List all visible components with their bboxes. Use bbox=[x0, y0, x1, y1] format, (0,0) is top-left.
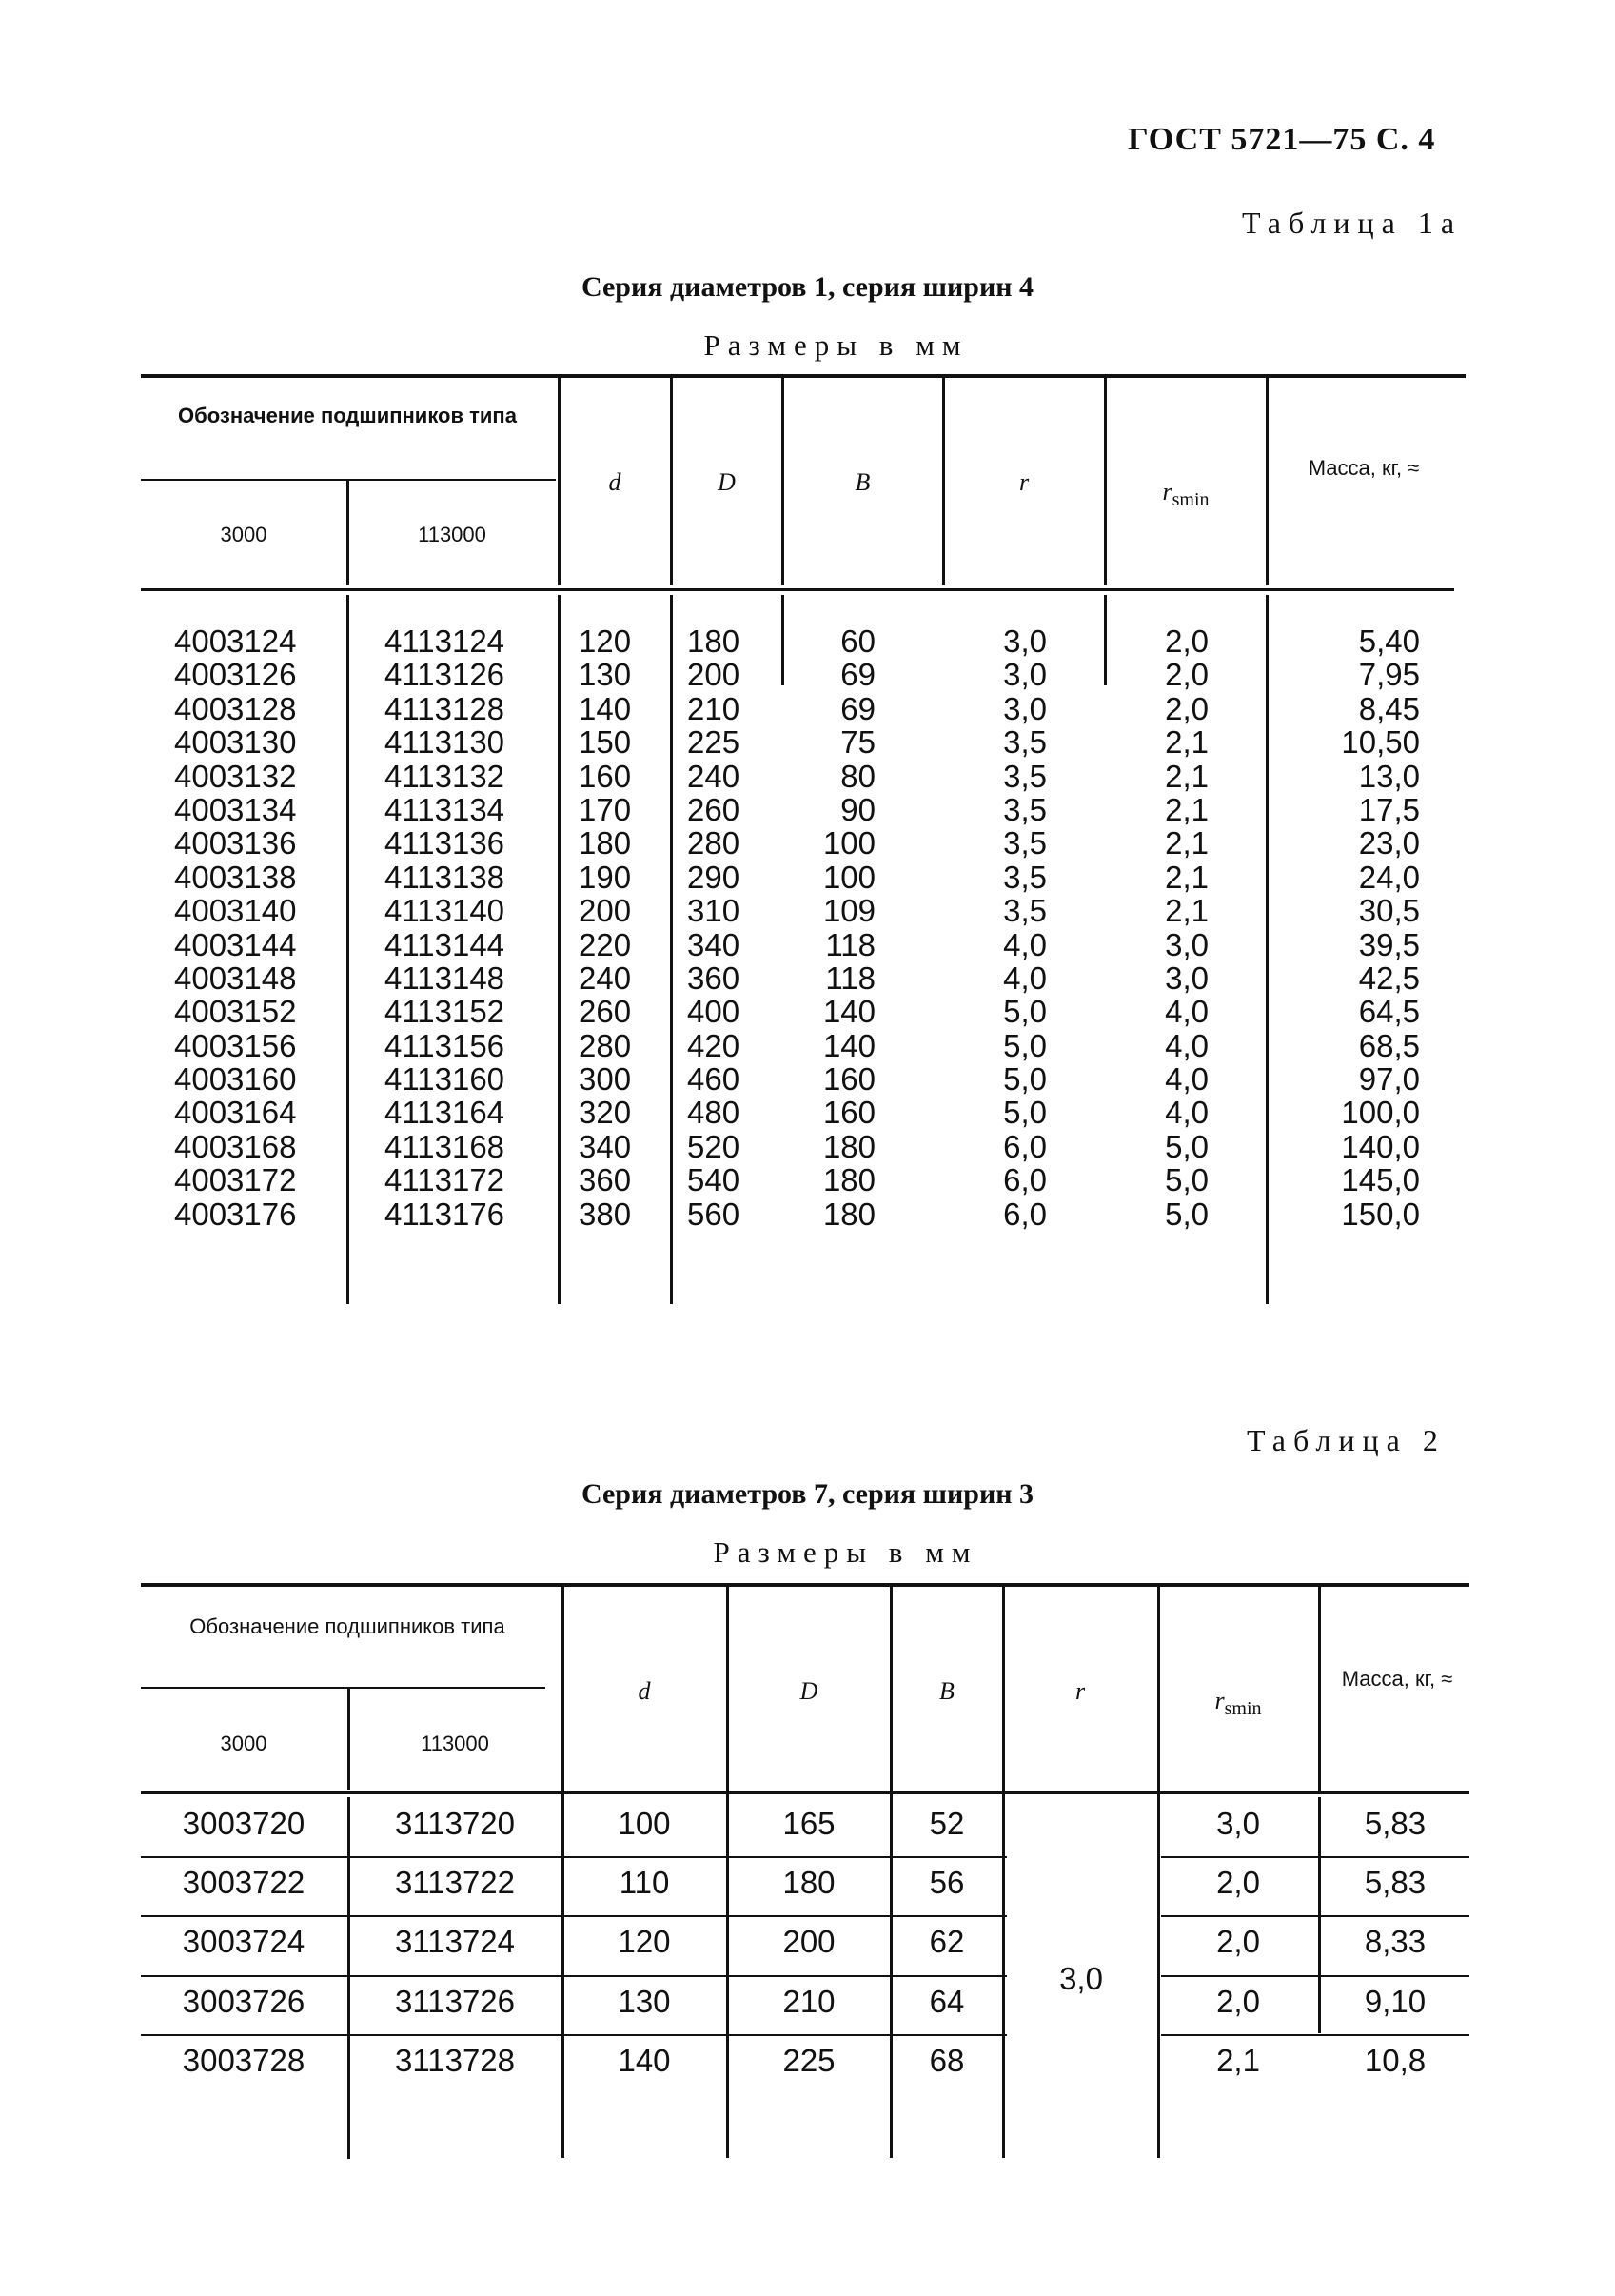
table1a-cell-mass: 100,0 bbox=[1341, 1095, 1420, 1131]
table1a-cell-type2: 4113140 bbox=[384, 893, 505, 929]
table2-cell-type1: 3003726 bbox=[182, 1984, 305, 2019]
table2-cell-type2: 3113726 bbox=[394, 1984, 516, 2019]
table1a-cell-mass: 140,0 bbox=[1341, 1128, 1420, 1164]
table1a-cell-r: 3,0 bbox=[1003, 657, 1047, 693]
table2-cell-B: 62 bbox=[929, 1924, 965, 1959]
table1a-cell-B: 69 bbox=[840, 657, 876, 693]
table1a-cell-B: 180 bbox=[822, 1162, 876, 1198]
table1a-cell-mass: 150,0 bbox=[1341, 1196, 1420, 1232]
table2-cell-mass: 5,83 bbox=[1364, 1806, 1427, 1841]
table1a-cell-r: 3,0 bbox=[1003, 623, 1047, 659]
table2-row-rule bbox=[1161, 2034, 1469, 2036]
table2-cell-rsmin: 2,0 bbox=[1216, 1865, 1260, 1900]
table1a-cell-d: 120 bbox=[579, 623, 632, 659]
table1a-units: Размеры в мм bbox=[703, 328, 969, 362]
table2-cell-rsmin: 2,1 bbox=[1216, 2043, 1260, 2078]
table2-cell-type1: 3003720 bbox=[182, 1806, 305, 1841]
rsmin-subscript: smin bbox=[1224, 1698, 1262, 1720]
table1a-cell-d: 220 bbox=[579, 926, 632, 962]
table1a-cell-type2: 4113172 bbox=[384, 1162, 505, 1198]
table1a-cell-rsmin: 2,0 bbox=[1165, 690, 1209, 726]
table1a-cell-type2: 4113130 bbox=[384, 724, 505, 761]
table1a-cell-type1: 4003156 bbox=[174, 1027, 297, 1063]
table1a-cell-rsmin: 4,0 bbox=[1165, 994, 1209, 1030]
table1a-cell-D: 310 bbox=[687, 893, 740, 929]
table2-header-B: B bbox=[939, 1677, 955, 1705]
table2-cell-rsmin: 2,0 bbox=[1216, 1924, 1260, 1959]
rsmin-symbol: r bbox=[1214, 1687, 1225, 1714]
table1a-cell-type2: 4113136 bbox=[384, 825, 505, 861]
table1a-cell-r: 5,0 bbox=[1003, 1061, 1047, 1098]
table1a-cell-D: 400 bbox=[687, 994, 740, 1030]
table1a-cell-rsmin: 2,1 bbox=[1165, 859, 1209, 895]
table2-cell-d: 130 bbox=[618, 1984, 671, 2019]
table1a-cell-B: 100 bbox=[822, 825, 876, 861]
table1a-cell-D: 460 bbox=[687, 1061, 740, 1098]
table1a-cell-type1: 4003160 bbox=[174, 1061, 297, 1098]
table1a-cell-rsmin: 4,0 bbox=[1165, 1027, 1209, 1063]
table1a-header-type2: 113000 bbox=[418, 523, 486, 546]
table2-cell-type2: 3113720 bbox=[394, 1806, 516, 1841]
table2-cell-B: 52 bbox=[929, 1806, 965, 1841]
table1a-cell-mass: 64,5 bbox=[1358, 994, 1420, 1030]
table1a-cell-type2: 4113160 bbox=[384, 1061, 505, 1098]
table1a-cell-D: 200 bbox=[687, 657, 740, 693]
table2-cell-d: 110 bbox=[619, 1865, 670, 1900]
table1a-cell-d: 130 bbox=[579, 657, 632, 693]
table1a-cell-type1: 4003136 bbox=[174, 825, 297, 861]
table2-row-rule bbox=[1161, 1975, 1469, 1977]
table1a-cell-type2: 4113168 bbox=[384, 1128, 505, 1164]
table1a-header-type1: 3000 bbox=[220, 523, 267, 546]
table1a-cell-D: 280 bbox=[687, 825, 740, 861]
table2-header-d: d bbox=[638, 1677, 651, 1705]
table2-header-D: D bbox=[799, 1677, 818, 1705]
table1a-cell-type1: 4003132 bbox=[174, 758, 297, 794]
table2-cell-rsmin: 2,0 bbox=[1216, 1984, 1260, 2019]
table1a-cell-d: 300 bbox=[579, 1061, 632, 1098]
table1a-cell-D: 260 bbox=[687, 791, 740, 827]
table2-cell-B: 68 bbox=[929, 2043, 965, 2078]
table2-header-rule bbox=[141, 1791, 1469, 1794]
table1a-cell-D: 360 bbox=[687, 960, 740, 996]
table1a-header-d: d bbox=[608, 468, 621, 496]
table1a-cell-rsmin: 2,1 bbox=[1165, 724, 1209, 761]
table1a-cell-r: 6,0 bbox=[1003, 1196, 1047, 1232]
table1a-cell-mass: 17,5 bbox=[1358, 791, 1420, 827]
table1a-cell-D: 480 bbox=[687, 1095, 740, 1131]
table1a-cell-r: 3,5 bbox=[1003, 859, 1047, 895]
table1a-cell-rsmin: 2,1 bbox=[1165, 825, 1209, 861]
table2-cell-D: 210 bbox=[782, 1984, 836, 2019]
table1a-cell-d: 160 bbox=[579, 758, 632, 794]
table1a-cell-r: 6,0 bbox=[1003, 1128, 1047, 1164]
table1a-cell-type2: 4113148 bbox=[384, 960, 505, 996]
table1a-cell-type1: 4003168 bbox=[174, 1128, 297, 1164]
table1a-cell-type2: 4113144 bbox=[384, 926, 505, 962]
table1a-cell-mass: 5,40 bbox=[1358, 623, 1420, 659]
table2-header-rsmin bbox=[1160, 1687, 1316, 1720]
table1a-cell-type1: 4003140 bbox=[174, 893, 297, 929]
table1a-cell-rsmin: 4,0 bbox=[1165, 1095, 1209, 1131]
table1a-cell-type2: 4113164 bbox=[384, 1095, 505, 1131]
table2-cell-B: 64 bbox=[929, 1984, 965, 2019]
table1a-cell-type1: 4003176 bbox=[174, 1196, 297, 1232]
table2-cell-mass: 8,33 bbox=[1364, 1924, 1427, 1959]
table2-vdiv bbox=[347, 1689, 350, 1790]
table2-row-rule bbox=[141, 1856, 1007, 1858]
table2-cell-type2: 3113728 bbox=[394, 2043, 516, 2078]
table1a-cell-type1: 4003152 bbox=[174, 994, 297, 1030]
table1a-cell-type1: 4003124 bbox=[174, 623, 297, 659]
table1a-cell-d: 340 bbox=[579, 1128, 632, 1164]
table1a-cell-type2: 4113156 bbox=[384, 1027, 505, 1063]
table2-vdiv bbox=[1002, 1587, 1005, 2158]
table1a-cell-r: 5,0 bbox=[1003, 994, 1047, 1030]
table2-cell-type2: 3113724 bbox=[394, 1924, 516, 1959]
table1a-cell-mass: 30,5 bbox=[1358, 893, 1420, 929]
table1a-cell-rsmin: 5,0 bbox=[1165, 1196, 1209, 1232]
table1a-cell-r: 3,0 bbox=[1003, 690, 1047, 726]
table1a-cell-d: 360 bbox=[579, 1162, 632, 1198]
table2-title: Серия диаметров 7, серия ширин 3 bbox=[581, 1478, 1034, 1510]
table1a-cell-d: 320 bbox=[579, 1095, 632, 1131]
table1a-cell-B: 140 bbox=[822, 994, 876, 1030]
table1a-cell-B: 160 bbox=[822, 1061, 876, 1098]
table1a-cell-type1: 4003134 bbox=[174, 791, 297, 827]
table2-row-rule bbox=[141, 1915, 1007, 1917]
table1a-cell-type2: 4113152 bbox=[384, 994, 505, 1030]
table2-cell-B: 56 bbox=[929, 1865, 965, 1900]
table1a-cell-type2: 4113138 bbox=[384, 859, 505, 895]
table1a-cell-d: 380 bbox=[579, 1196, 632, 1232]
rsmin-subscript: smin bbox=[1172, 489, 1210, 511]
table1a-cell-type2: 4113128 bbox=[384, 690, 505, 726]
table1a-cell-rsmin: 2,1 bbox=[1165, 893, 1209, 929]
table1a-cell-B: 100 bbox=[822, 859, 876, 895]
table1a-cell-rsmin: 3,0 bbox=[1165, 926, 1209, 962]
table2-cell-mass: 5,83 bbox=[1364, 1865, 1427, 1900]
table1a-header-designation: Обозначение подшипников типа bbox=[178, 404, 517, 427]
table1a-cell-r: 3,5 bbox=[1003, 724, 1047, 761]
table2-units: Размеры в мм bbox=[713, 1535, 978, 1569]
table2-cell-D: 200 bbox=[782, 1924, 836, 1959]
table1a-cell-d: 200 bbox=[579, 893, 632, 929]
table2-row-rule bbox=[1161, 1915, 1469, 1917]
table1a-cell-rsmin: 2,0 bbox=[1165, 623, 1209, 659]
table1a-cell-B: 109 bbox=[822, 893, 876, 929]
table1a-header-B: B bbox=[855, 468, 871, 496]
table1a-header-r: r bbox=[1018, 468, 1030, 496]
table2-shared-r: 3,0 bbox=[1059, 1961, 1103, 1996]
table1a-cell-d: 190 bbox=[579, 859, 632, 895]
table1a-cell-rsmin: 2,1 bbox=[1165, 791, 1209, 827]
table1a-cell-D: 560 bbox=[687, 1196, 740, 1232]
table1a-cell-D: 180 bbox=[687, 623, 740, 659]
table1a-cell-D: 340 bbox=[687, 926, 740, 962]
table1a-cell-d: 280 bbox=[579, 1027, 632, 1063]
table1a-cell-mass: 39,5 bbox=[1358, 926, 1420, 962]
table1a-cell-D: 290 bbox=[687, 859, 740, 895]
table1a-cell-r: 3,5 bbox=[1003, 758, 1047, 794]
table1a-header-D: D bbox=[718, 468, 736, 496]
table1a-cell-r: 6,0 bbox=[1003, 1162, 1047, 1198]
table1a-cell-type1: 4003144 bbox=[174, 926, 297, 962]
table1a-cell-type2: 4113124 bbox=[384, 623, 505, 659]
page-header: ГОСТ 5721—75 С. 4 bbox=[1128, 122, 1436, 157]
table1a-cell-mass: 23,0 bbox=[1358, 825, 1420, 861]
table1a-cell-mass: 68,5 bbox=[1358, 1027, 1420, 1063]
table2-cell-type2: 3113722 bbox=[394, 1865, 516, 1900]
table1a-cell-D: 210 bbox=[687, 690, 740, 726]
table1a-cell-d: 140 bbox=[579, 690, 632, 726]
table1a-cell-B: 60 bbox=[840, 623, 876, 659]
table1a-cell-D: 420 bbox=[687, 1027, 740, 1063]
table1a-cell-type1: 4003164 bbox=[174, 1095, 297, 1131]
table1a-cell-r: 5,0 bbox=[1003, 1095, 1047, 1131]
table1a-cell-B: 80 bbox=[840, 758, 876, 794]
table1a-cell-r: 3,5 bbox=[1003, 893, 1047, 929]
table1a-cell-B: 118 bbox=[825, 960, 876, 996]
table2-header-type1: 3000 bbox=[220, 1732, 267, 1755]
table1a-cell-type1: 4003138 bbox=[174, 859, 297, 895]
table1a-cell-mass: 97,0 bbox=[1358, 1061, 1420, 1098]
table1a-cell-type1: 4003130 bbox=[174, 724, 297, 761]
rsmin-symbol: r bbox=[1162, 478, 1172, 505]
table2-cell-type1: 3003724 bbox=[182, 1924, 305, 1959]
table1a-cell-r: 3,5 bbox=[1003, 825, 1047, 861]
table1a-cell-B: 140 bbox=[822, 1027, 876, 1063]
table1a-cell-D: 520 bbox=[687, 1128, 740, 1164]
table1a-cell-r: 4,0 bbox=[1003, 960, 1047, 996]
table1a-cell-D: 240 bbox=[687, 758, 740, 794]
table1a-cell-type2: 4113134 bbox=[384, 791, 505, 827]
table2-cell-mass: 9,10 bbox=[1364, 1984, 1427, 2019]
table2-cell-rsmin: 3,0 bbox=[1216, 1806, 1260, 1841]
table2-cell-d: 120 bbox=[618, 1924, 671, 1959]
table1a-cell-mass: 10,50 bbox=[1341, 724, 1420, 761]
table2-vdiv bbox=[347, 1797, 350, 2159]
table2-cell-d: 100 bbox=[618, 1806, 671, 1841]
table1a-cell-mass: 145,0 bbox=[1341, 1162, 1420, 1198]
table1a-cell-r: 5,0 bbox=[1003, 1027, 1047, 1063]
table1a-cell-mass: 7,95 bbox=[1358, 657, 1420, 693]
table1a-cell-type1: 4003148 bbox=[174, 960, 297, 996]
table1a-cell-type1: 4003126 bbox=[174, 657, 297, 693]
table1a-cell-d: 150 bbox=[579, 724, 632, 761]
table1a-cell-type1: 4003128 bbox=[174, 690, 297, 726]
table1a-cell-mass: 42,5 bbox=[1358, 960, 1420, 996]
table1a-header-mass: Масса, кг, ≈ bbox=[1308, 456, 1420, 480]
table1a-cell-r: 3,5 bbox=[1003, 791, 1047, 827]
table1a-cell-B: 160 bbox=[822, 1095, 876, 1131]
table1a-cell-mass: 8,45 bbox=[1358, 690, 1420, 726]
table1a-cell-d: 170 bbox=[579, 791, 632, 827]
table1a-cell-B: 180 bbox=[822, 1128, 876, 1164]
table2-cell-D: 225 bbox=[782, 2043, 836, 2078]
table2-cell-D: 180 bbox=[782, 1865, 836, 1900]
table1a-label: Таблица 1а bbox=[1242, 206, 1463, 240]
table1a-cell-B: 118 bbox=[825, 926, 876, 962]
table1a-cell-B: 90 bbox=[840, 791, 876, 827]
table2-cell-type1: 3003728 bbox=[182, 2043, 305, 2078]
table1a-cell-rsmin: 5,0 bbox=[1165, 1128, 1209, 1164]
table2-cell-type1: 3003722 bbox=[182, 1865, 305, 1900]
table2-header-type2: 113000 bbox=[421, 1732, 489, 1755]
table1a-cell-B: 180 bbox=[822, 1196, 876, 1232]
table1a-cell-mass: 24,0 bbox=[1358, 859, 1420, 895]
table1a-cell-d: 180 bbox=[579, 825, 632, 861]
table1a-cell-rsmin: 2,1 bbox=[1165, 758, 1209, 794]
table2-row-rule bbox=[1161, 1856, 1469, 1858]
table2-cell-mass: 10,8 bbox=[1364, 2043, 1427, 2078]
table1a-cell-type2: 4113126 bbox=[384, 657, 505, 693]
table2-label: Таблица 2 bbox=[1247, 1423, 1446, 1457]
table1a-cell-type1: 4003172 bbox=[174, 1162, 297, 1198]
table1a-cell-d: 260 bbox=[579, 994, 632, 1030]
table1a-cell-type2: 4113132 bbox=[384, 758, 505, 794]
table2-top-rule bbox=[141, 1583, 1469, 1587]
table2-subheader-rule bbox=[141, 1687, 545, 1689]
table2-header-designation: Обозначение подшипников типа bbox=[189, 1614, 505, 1638]
table1a-cell-D: 225 bbox=[687, 724, 740, 761]
table1a-cell-mass: 13,0 bbox=[1358, 758, 1420, 794]
table1a-cell-rsmin: 4,0 bbox=[1165, 1061, 1209, 1098]
table2-cell-d: 140 bbox=[618, 2043, 671, 2078]
table2-row-rule bbox=[141, 2034, 1007, 2036]
table1a-cell-B: 69 bbox=[840, 690, 876, 726]
table1a-cell-rsmin: 5,0 bbox=[1165, 1162, 1209, 1198]
table1a-cell-B: 75 bbox=[840, 724, 876, 761]
table1a-title: Серия диаметров 1, серия ширин 4 bbox=[581, 271, 1034, 303]
table1a-cell-rsmin: 3,0 bbox=[1165, 960, 1209, 996]
table1a-cell-D: 540 bbox=[687, 1162, 740, 1198]
table2-header-r: r bbox=[1074, 1677, 1086, 1705]
table2-cell-D: 165 bbox=[782, 1806, 836, 1841]
table1a-cell-d: 240 bbox=[579, 960, 632, 996]
table1a-cell-r: 4,0 bbox=[1003, 926, 1047, 962]
table2-header-mass: Масса, кг, ≈ bbox=[1341, 1667, 1453, 1691]
table1a-cell-rsmin: 2,0 bbox=[1165, 657, 1209, 693]
table1a-cell-type2: 4113176 bbox=[384, 1196, 505, 1232]
table2-row-rule bbox=[141, 1975, 1007, 1977]
